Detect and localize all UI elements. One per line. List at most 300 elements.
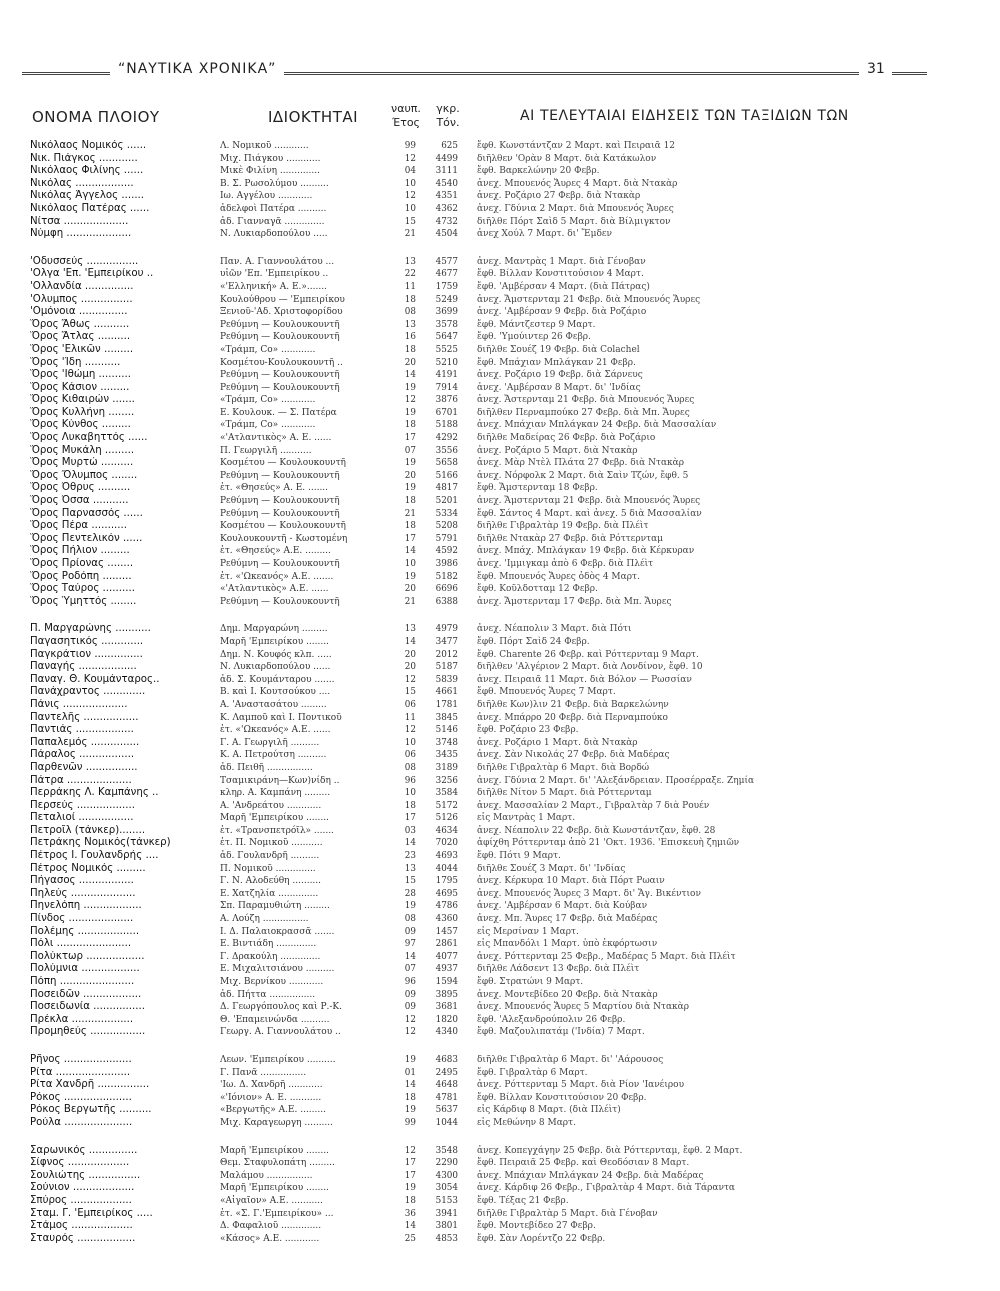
owner-name: ἑτ. «Τρανσπετρόῖλ» ....... <box>220 825 334 836</box>
build-year: 19 <box>404 382 416 393</box>
owner-name: Κουλούθρου — 'Εμπειρίκου <box>220 294 345 305</box>
gross-tonnage: 4577 <box>435 256 458 267</box>
gross-tonnage: 4786 <box>435 901 458 912</box>
ship-name: Ὅρος Ὀσσα ........... <box>30 495 129 507</box>
owner-name: Μαρῆ 'Εμπειρίκου ........ <box>220 1145 329 1156</box>
table-row <box>0 369 1000 382</box>
build-year: 18 <box>404 420 416 431</box>
ship-name: Ὅρος 'Ελικῶν ......... <box>30 343 134 355</box>
ship-name: Ὅρος 'Ίδη ........... <box>30 356 121 368</box>
ship-name: Πανάχραντος ............. <box>30 686 146 698</box>
ship-name: 'Ολλανδία ............... <box>30 280 134 292</box>
voyage-news: διῆλθε Νίτον 5 Μαρτ. διὰ Ρόττερνταμ <box>477 788 652 799</box>
owner-name: Μικὲ Φιλίνη .............. <box>220 166 320 177</box>
gross-tonnage: 3941 <box>435 1208 458 1219</box>
build-year: 20 <box>404 649 416 660</box>
table-row <box>0 686 1000 699</box>
header-rule-middle <box>284 72 859 75</box>
build-year: 03 <box>404 825 416 836</box>
voyage-news: διῆλθε Γιβραλτὰρ 5 Μαρτ. διὰ Γένοβαν <box>477 1208 658 1219</box>
ship-name: Νικ. Πιάγκος ............ <box>30 152 138 164</box>
build-year: 12 <box>404 1145 416 1156</box>
ship-name: Ποσειδωνία ................ <box>30 1001 145 1013</box>
owner-name: Ρεθύμνη — Κουλουκουντῆ <box>220 508 340 519</box>
ship-name: Ὅρος Παρνασσός ...... <box>30 507 143 519</box>
ship-name: Πάραλος ................. <box>30 749 135 761</box>
owner-name: Ρεθύμνη — Κουλουκουντῆ <box>220 596 340 607</box>
table-row <box>0 344 1000 357</box>
table-row <box>0 153 1000 166</box>
ship-name: Ὅρος Πρίονας ........ <box>30 558 134 569</box>
table-row <box>0 749 1000 762</box>
ship-name: Παναγ. Θ. Κουμάνταρος.. <box>30 673 160 685</box>
gross-tonnage: 6701 <box>435 407 458 418</box>
voyage-news: ἀνεχ. Μοντεβίδεο 20 Φεβρ. διὰ Ντακὰρ <box>477 989 658 1000</box>
gross-tonnage: 4351 <box>435 191 458 202</box>
ship-name: Ὅρος 'Ιθώμη .......... <box>30 369 131 381</box>
build-year: 23 <box>404 851 416 862</box>
ship-name: Ὅρος Ὑμηττός ........ <box>30 595 137 607</box>
owner-name: Ε. Κουλουκ. — Σ. Πατέρα <box>220 407 337 418</box>
table-row <box>0 900 1000 913</box>
column-header-owner: ΙΔΙΟΚΤΗΤΑΙ <box>268 108 359 126</box>
table-row <box>0 1170 1000 1183</box>
table-row <box>0 1026 1000 1039</box>
voyage-news: ἀνεχ. Νέαπολιν 3 Μαρτ. διὰ Πότι <box>477 624 632 635</box>
ship-name: Νύμφη .................... <box>30 228 132 240</box>
build-year: 07 <box>404 964 416 975</box>
table-row <box>0 470 1000 483</box>
build-year: 18 <box>404 521 416 532</box>
voyage-news: ἔφθ. Ἄμστερνταμ 18 Φεβρ. <box>477 483 598 494</box>
gross-tonnage: 1457 <box>435 926 458 937</box>
owner-name: Ρεθύμνη — Κουλουκουντῆ <box>220 370 340 381</box>
voyage-news: διῆλθε Πόρτ Σαὶδ 5 Μαρτ. διὰ Βίλμιγκτον <box>477 216 671 227</box>
ship-name: Ρῆνος ..................... <box>30 1053 132 1065</box>
table-row <box>0 989 1000 1002</box>
table-row <box>0 812 1000 825</box>
owner-name: 'Ιω. Δ. Χανδρῆ ............ <box>220 1080 323 1091</box>
gross-tonnage: 4853 <box>435 1233 458 1244</box>
voyage-news: διῆλθε Σουέζ 19 Φεβρ. διὰ Colachel <box>477 344 640 355</box>
voyage-news: διῆλθε Γιβραλτὰρ 6 Μαρτ. δι' 'Αάρουσος <box>477 1054 664 1065</box>
build-year: 09 <box>404 989 416 1000</box>
table-row <box>0 1145 1000 1158</box>
ship-name: Σταυρός .................. <box>30 1232 136 1244</box>
gross-tonnage: 3801 <box>435 1221 458 1232</box>
owner-name: Γ. Πανᾶ ................ <box>220 1067 307 1078</box>
header-rule-right <box>892 72 927 75</box>
build-year: 12 <box>404 395 416 406</box>
owner-name: Ρεθύμνη — Κουλουκουντῆ <box>220 382 340 393</box>
gross-tonnage: 4937 <box>435 964 458 975</box>
ship-name: Ρίτα ....................... <box>30 1066 131 1078</box>
voyage-news: ἀνεχ. Νέαπολιν 22 Φεβρ. διὰ Κωνστάντζαν, ἔφθ. 28 <box>477 825 716 836</box>
gross-tonnage: 5201 <box>435 496 458 507</box>
build-year: 19 <box>404 901 416 912</box>
owner-name: Θ. 'Επαμεινώνδα .......... <box>220 1014 330 1025</box>
ship-name: Σταμ. Γ. 'Εμπειρίκος ..... <box>30 1207 153 1219</box>
table-row <box>0 800 1000 813</box>
build-year: 13 <box>404 319 416 330</box>
ship-name: Πετράκης Νομικός(τάνκερ) <box>30 837 171 849</box>
table-row <box>0 216 1000 229</box>
column-header-ship: ΟΝΟΜΑ ΠΛΟΙΟΥ <box>32 108 160 126</box>
owner-name: Ν. Λυκιαρδοπούλου ...... <box>220 662 331 673</box>
build-year: 13 <box>404 624 416 635</box>
owner-name: Δ. Γεωργόπουλος καὶ Ρ.-Κ. <box>220 1002 343 1013</box>
ship-name: Πέτρος Νομικός ......... <box>30 862 146 874</box>
gross-tonnage: 4661 <box>435 687 458 698</box>
table-row <box>0 1067 1000 1080</box>
voyage-news: ἀνεχ. Μπουενός Ἄυρες 3 Μαρτ. δι' Ἄγ. Βικέντιον <box>477 888 701 899</box>
build-year: 10 <box>404 737 416 748</box>
ship-name: Παπαλεμός ............... <box>30 736 140 748</box>
table-row <box>0 432 1000 445</box>
column-header-year-line2: Έτος <box>391 116 420 129</box>
voyage-news: ἔφθ. Μάντζεστερ 9 Μαρτ. <box>477 319 596 330</box>
gross-tonnage: 5182 <box>435 571 458 582</box>
gross-tonnage: 5249 <box>435 294 458 305</box>
ship-name: Πηλεύς .................... <box>30 887 136 899</box>
voyage-news: διῆλθε Λάδσεντ 13 Φεβρ. διὰ Πλέὶτ <box>477 964 640 975</box>
ship-name: Πίνδος .................... <box>30 913 134 925</box>
owner-name: Γ. Α. Γεωργιλῆ .......... <box>220 737 320 748</box>
ship-name: Στάμος ................... <box>30 1220 133 1232</box>
table-row <box>0 306 1000 319</box>
table-row <box>0 178 1000 191</box>
table-row <box>0 281 1000 294</box>
ship-name: Πόπη ....................... <box>30 976 135 987</box>
gross-tonnage: 3578 <box>435 319 458 330</box>
build-year: 14 <box>404 951 416 962</box>
gross-tonnage: 3111 <box>435 166 458 177</box>
voyage-news: εἰς Κάρδιφ 8 Μαρτ. (διὰ Πλέὶτ) <box>477 1105 621 1116</box>
owner-name: ἑτ. «'Ωκεανός» Α.Ε. ....... <box>220 571 334 582</box>
group-separator <box>0 1130 1000 1145</box>
build-year: 36 <box>404 1208 416 1219</box>
gross-tonnage: 4360 <box>435 914 458 925</box>
owner-name: ἑτ. «'Ωκεανός» Α.Ε. ...... <box>220 725 331 736</box>
ship-name: Προμηθεύς ................. <box>30 1026 146 1038</box>
gross-tonnage: 2012 <box>435 649 458 660</box>
ship-name: Σούνιον ................... <box>30 1182 135 1194</box>
table-row <box>0 1054 1000 1067</box>
gross-tonnage: 5334 <box>435 508 458 519</box>
gross-tonnage: 4077 <box>435 951 458 962</box>
owner-name: Ιω. Αγγέλου ............ <box>220 191 313 202</box>
voyage-news: ἔφθ. Σάντος 4 Μαρτ. καὶ ἀνεχ. 5 διὰ Μασσαλίαν <box>477 508 702 519</box>
build-year: 13 <box>404 863 416 874</box>
voyage-news: ἀνεχ. Μπάρρο 20 Φεβρ. διὰ Περναμπούκο <box>477 712 668 723</box>
gross-tonnage: 3681 <box>435 1002 458 1013</box>
owner-name: «Βεργωτῆς» Α.Ε. ......... <box>220 1105 326 1116</box>
table-row <box>0 762 1000 775</box>
build-year: 97 <box>404 939 416 950</box>
column-header-tonnage <box>426 102 470 138</box>
gross-tonnage: 3895 <box>435 989 458 1000</box>
owner-name: Μιχ. Καραγεωργη .......... <box>220 1117 334 1128</box>
table-row <box>0 545 1000 558</box>
owner-name: ἀδ. Γουλανδρῆ .......... <box>220 851 320 862</box>
ship-name: Ρούλα ..................... <box>30 1116 133 1128</box>
gross-tonnage: 3556 <box>435 445 458 456</box>
build-year: 08 <box>404 307 416 318</box>
voyage-news: ἀνεχ. 'Ιμμιγκαμ ἀπὸ 6 Φεβρ. διὰ Πλέὶτ <box>477 559 654 569</box>
owner-name: «'Ατλαντικὸς» Α.Ε. ...... <box>220 584 329 595</box>
table-row <box>0 165 1000 178</box>
build-year: 96 <box>404 977 416 987</box>
build-year: 96 <box>404 775 416 786</box>
gross-tonnage: 5153 <box>435 1195 458 1206</box>
ship-name: Ὅρος Ἄτλας .......... <box>30 331 131 343</box>
ship-name: Νικόλας .................. <box>30 177 134 189</box>
build-year: 17 <box>404 1158 416 1169</box>
ship-name: Ὅρος Ὄλυμπος ........ <box>30 469 138 481</box>
owner-name: Α. Λούζη ................ <box>220 914 309 925</box>
build-year: 04 <box>404 166 416 177</box>
voyage-news: ἀνεχ. Ροζάριο 27 Φεβρ. διὰ Ντακὰρ <box>477 191 641 202</box>
build-year: 28 <box>404 888 416 899</box>
table-row <box>0 1195 1000 1208</box>
voyage-news: ἀνεχ. Μπάχιαν Μπλάγκαν 24 Φεβρ. διὰ Μασσαλίαν <box>477 420 717 431</box>
table-row <box>0 533 1000 546</box>
gross-tonnage: 5146 <box>435 725 458 736</box>
voyage-news: ἔφθ. Τέξας 21 Φεβρ. <box>477 1195 569 1206</box>
owner-name: Κ. Α. Πετρούτση .......... <box>220 750 327 761</box>
gross-tonnage: 7914 <box>435 382 458 393</box>
gross-tonnage: 5172 <box>435 800 458 811</box>
voyage-news: ἀνεχ. Μασσαλίαν 2 Μαρτ., Γιβραλτὰρ 7 διὰ Ρουέν <box>477 800 710 811</box>
voyage-news: ἀνεχ. Κοπεγχάγην 25 Φεβρ. διὰ Ρόττερνταμ, ἔφθ. 2 Μαρτ. <box>477 1145 743 1156</box>
build-year: 15 <box>404 216 416 227</box>
gross-tonnage: 5791 <box>435 533 458 544</box>
column-header-year <box>382 102 430 138</box>
owner-name: Ρεθύμνη — Κουλουκουντῆ <box>220 559 340 569</box>
gross-tonnage: 4592 <box>435 546 458 557</box>
ship-group <box>0 623 1000 1039</box>
voyage-news: ἀνεχ. Μπ. Ἄυρες 17 Φεβρ. διὰ Μαδέρας <box>477 914 658 925</box>
ship-name: Ὅρος Ὀθρυς .......... <box>30 482 131 494</box>
owner-name: Ρεθύμνη — Κουλουκουντῆ <box>220 332 340 343</box>
build-year: 10 <box>404 788 416 799</box>
gross-tonnage: 4300 <box>435 1170 458 1181</box>
ship-name: Παναγής .................. <box>30 661 137 673</box>
owner-name: «Τράμπ, Co» ............ <box>220 344 316 355</box>
voyage-news: ἀνεχ. Ρόττερνταμ 5 Μαρτ. διὰ Ρίον 'Ιανέιρου <box>477 1080 685 1091</box>
build-year: 07 <box>404 445 416 456</box>
owner-name: Ρεθύμνη — Κουλουκουντῆ <box>220 496 340 507</box>
table-row <box>0 888 1000 901</box>
ship-name: Ὅρος Μυρτώ .......... <box>30 457 134 469</box>
table-row <box>0 319 1000 332</box>
table-row <box>0 1079 1000 1092</box>
ship-name: Πεταλιοί ................. <box>30 812 134 824</box>
voyage-news: ἀνεχ. Μπουενός Ἄυρες 5 Μαρτίου διὰ Ντακὰρ <box>477 1002 690 1013</box>
owner-name: «Αἰγαῖον» Α.Ε. ........... <box>220 1195 323 1206</box>
ship-name: Ὅρος Κύνθος ......... <box>30 419 131 431</box>
table-row <box>0 394 1000 407</box>
ship-name: 'Ομόνοια ............... <box>30 306 128 318</box>
table-row <box>0 951 1000 964</box>
build-year: 19 <box>404 407 416 418</box>
build-year: 18 <box>404 1092 416 1103</box>
ship-name: Πολύκτωρ .................. <box>30 950 145 962</box>
ship-name: Ὅρος Κυλλήνη ........ <box>30 406 135 418</box>
ship-name: Πήγασος ................. <box>30 875 134 887</box>
build-year: 12 <box>404 1027 416 1038</box>
owner-name: Δ. Φαφαλιοῦ .............. <box>220 1221 322 1232</box>
build-year: 06 <box>404 699 416 710</box>
build-year: 21 <box>404 229 416 240</box>
owner-name: Δημ. Ν. Κουφός κλπ. ..... <box>220 649 332 660</box>
voyage-news: ἔφθ. Μοντεβίδεο 27 Φεβρ. <box>477 1221 596 1232</box>
gross-tonnage: 4191 <box>435 370 458 381</box>
voyage-news: ἔφθ. Στρατώνι 9 Μαρτ. <box>477 977 584 987</box>
gross-tonnage: 4292 <box>435 433 458 444</box>
gross-tonnage: 2290 <box>435 1158 458 1169</box>
table-row <box>0 850 1000 863</box>
gross-tonnage: 5187 <box>435 662 458 673</box>
gross-tonnage: 4732 <box>435 216 458 227</box>
gross-tonnage: 1781 <box>435 699 458 710</box>
table-row <box>0 357 1000 370</box>
owner-name: Λ. Νομικοῦ ............ <box>220 141 309 151</box>
voyage-news: ἀνεχ. Μαντρὰς 1 Μαρτ. διὰ Γένοβαν <box>477 256 646 267</box>
group-separator <box>0 241 1000 256</box>
ship-name: Παγασητικός ............. <box>30 635 144 647</box>
table-row <box>0 863 1000 876</box>
table-row <box>0 875 1000 888</box>
table-row <box>0 787 1000 800</box>
build-year: 18 <box>404 1195 416 1206</box>
gross-tonnage: 3256 <box>435 775 458 786</box>
owner-name: Θεμ. Σταφυλοπάτη ......... <box>220 1158 335 1169</box>
ship-name: 'Οδυσσεύς ................ <box>30 255 139 267</box>
gross-tonnage: 5210 <box>435 357 458 368</box>
gross-tonnage: 5166 <box>435 470 458 481</box>
voyage-news: διῆλθε Γιβραλτὰρ 6 Μαρτ. διὰ Βορδώ <box>477 762 650 773</box>
table-row <box>0 596 1000 609</box>
owner-name: ἀδ. Πειθῆ ................ <box>220 762 313 773</box>
journal-title: “ΝΑΥΤΙΚΑ ΧΡΟΝΙΚΑ” <box>118 61 277 77</box>
table-row <box>0 294 1000 307</box>
table-row <box>0 1104 1000 1117</box>
owner-name: «Κάσος» Α.Ε. ............ <box>220 1233 320 1244</box>
voyage-news: ἀνεχ. Ρόττερνταμ 25 Φεβρ., Μαδέρας 5 Μαρτ. διὰ Πλέὶτ <box>477 951 736 962</box>
build-year: 19 <box>404 1105 416 1116</box>
owner-name: Μαρῆ 'Εμπειρίκου ........ <box>220 813 329 824</box>
ship-name: Ὅρος Ροδόπη ......... <box>30 570 132 582</box>
gross-tonnage: 4634 <box>435 825 458 836</box>
voyage-news: ἀνεχ. Νόρφολκ 2 Μαρτ. διὰ Σαὶν Τζών, ἔφθ. 5 <box>477 470 689 481</box>
gross-tonnage: 1044 <box>435 1117 458 1128</box>
owner-name: ἀδ. Γιανναγᾶ .............. <box>220 216 325 227</box>
owner-name: Μιχ. Βερνίκου ............ <box>220 977 324 987</box>
table-row <box>0 775 1000 788</box>
gross-tonnage: 1820 <box>435 1014 458 1025</box>
owner-name: Γ. Ν. Αλοδεύθη .......... <box>220 876 322 887</box>
table-row <box>0 558 1000 571</box>
owner-name: Ε. Χατζηλία .............. <box>220 888 319 899</box>
voyage-news: διῆλθεν Περναμπούκο 27 Φεβρ. διὰ Μπ. Ἄυρες <box>477 407 690 418</box>
table-row <box>0 825 1000 838</box>
build-year: 15 <box>404 687 416 698</box>
owner-name: «'Ατλαντικὸς» Α. Ε. ...... <box>220 433 332 444</box>
build-year: 19 <box>404 483 416 494</box>
voyage-news: ἀνεχ. Ροζάριο 19 Φεβρ. διὰ Σάρνευς <box>477 370 643 381</box>
voyage-news: ἀνεχ. Γδύνια 2 Μαρτ. διὰ Μπουενός Ἄυρες <box>477 203 674 214</box>
table-row <box>0 1233 1000 1246</box>
build-year: 12 <box>404 674 416 685</box>
gross-tonnage: 4677 <box>435 269 458 280</box>
build-year: 17 <box>404 813 416 824</box>
table-row <box>0 495 1000 508</box>
ship-name: Σίφνος ................... <box>30 1157 130 1169</box>
build-year: 12 <box>404 191 416 202</box>
build-year: 11 <box>404 712 416 723</box>
ship-name: Πόλι ....................... <box>30 938 132 950</box>
gross-tonnage: 5637 <box>435 1105 458 1116</box>
voyage-news: ἔφθ. Charente 26 Φεβρ. καὶ Ρόττερνταμ 9 Μαρτ. <box>477 649 699 660</box>
voyage-news: ἔφθ. Βίλλαν Κονστιτούσιον 20 Φεβρ. <box>477 1092 647 1103</box>
owner-name: Μαλάμου ................ <box>220 1170 313 1181</box>
gross-tonnage: 1594 <box>435 977 458 987</box>
owner-name: Κοσμέτου — Κουλουκουντῆ <box>220 521 346 532</box>
voyage-news: ἔφθ. Πότι 9 Μαρτ. <box>477 851 561 862</box>
voyage-news: ἀνεχ. Σὰν Νικολάς 27 Φεβρ. διὰ Μαδέρας <box>477 750 670 761</box>
ship-group <box>0 1145 1000 1246</box>
ship-group <box>0 256 1000 609</box>
gross-tonnage: 4979 <box>435 624 458 635</box>
table-row <box>0 926 1000 939</box>
voyage-news: ἀνεχ. Ροζάριο 1 Μαρτ. διὰ Ντακὰρ <box>477 737 638 748</box>
ship-name: Πάνις .................... <box>30 698 128 710</box>
gross-tonnage: 3435 <box>435 750 458 761</box>
build-year: 14 <box>404 1080 416 1091</box>
build-year: 15 <box>404 876 416 887</box>
owner-name: Π. Γεωργιλῆ ........... <box>220 445 312 456</box>
build-year: 14 <box>404 546 416 557</box>
owner-name: Ξενιοῦ-'Αδ. Χριστοφορίδου <box>220 307 343 318</box>
voyage-news: ἀνεχ. Ἄμστερνταμ 21 Φεβρ. διὰ Μπουενός Ἄυρες <box>477 496 701 507</box>
build-year: 20 <box>404 584 416 595</box>
owner-name: Β. Σ. Ρωσολύμου .......... <box>220 178 329 189</box>
gross-tonnage: 7020 <box>435 838 458 849</box>
table-row <box>0 674 1000 687</box>
voyage-news: διῆλθε Ντακὰρ 27 Φεβρ. διὰ Ρόττερνταμ <box>477 533 663 544</box>
voyage-news: ἀνεχ. 'Αμβέρσαν 8 Μαρτ. δι' 'Ινδίας <box>477 382 641 393</box>
build-year: 19 <box>404 1183 416 1194</box>
voyage-news: ἔφθ. Κοῦλδοτταμ 12 Φεβρ. <box>477 584 598 595</box>
group-separator <box>0 1039 1000 1054</box>
build-year: 18 <box>404 496 416 507</box>
ship-name: Ὅρος Πεντελικόν ...... <box>30 532 143 544</box>
page-number: 31 <box>867 61 885 77</box>
ship-name: Ρίτα Χανδρῆ ................ <box>30 1079 150 1091</box>
owner-name: ἑτ. Π. Νομικοῦ ........... <box>220 838 323 849</box>
ship-name: Ὅρος Πέρα ........... <box>30 520 128 532</box>
column-header-news: ΑΙ ΤΕΛΕΥΤΑΙΑΙ ΕΙΔΗΣΕΙΣ ΤΩΝ ΤΑΞΙΔΙΩΝ ΤΩΝ <box>520 108 849 124</box>
table-row <box>0 140 1000 153</box>
build-year: 13 <box>404 256 416 267</box>
build-year: 06 <box>404 750 416 761</box>
build-year: 08 <box>404 762 416 773</box>
build-year: 16 <box>404 332 416 343</box>
owner-name: ἀδ. Πήττα ................ <box>220 989 316 1000</box>
build-year: 25 <box>404 1233 416 1244</box>
voyage-news: εἰς Μερσίναν 1 Μαρτ. <box>477 926 579 937</box>
